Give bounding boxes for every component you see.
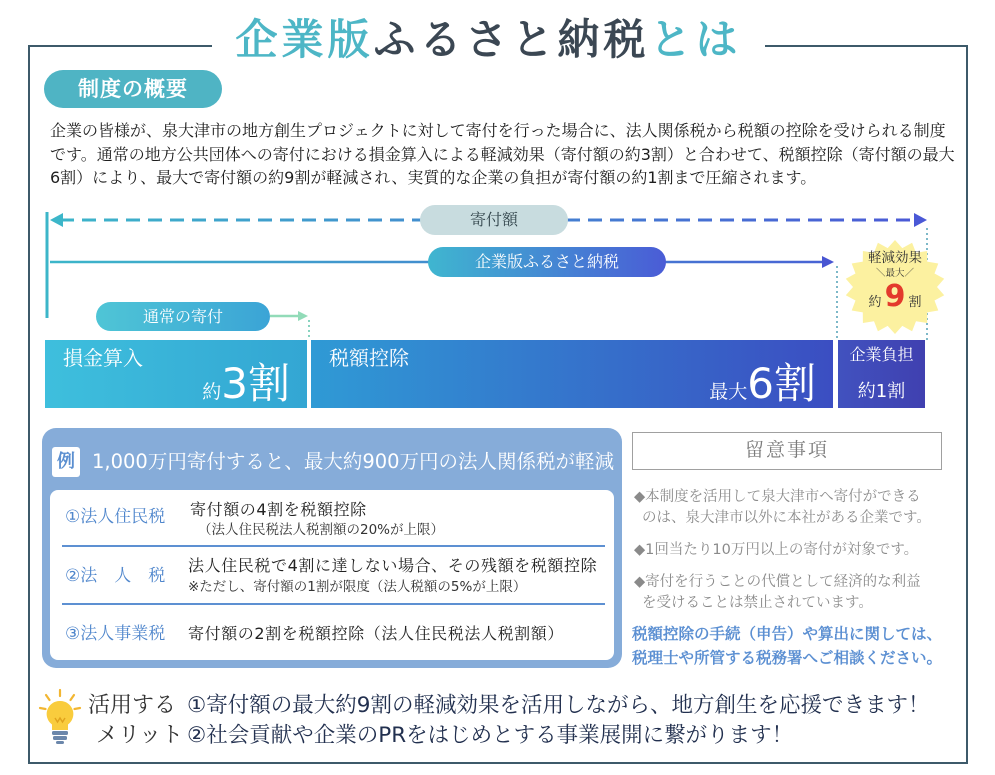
donation-arrow-left-head	[50, 213, 63, 227]
badge-number: 9	[884, 279, 906, 314]
segment-label: 企業負担	[849, 345, 914, 364]
example-tag: 例	[52, 447, 80, 477]
note-item: ◆寄付を行うことの代償として経済的な利益	[634, 574, 921, 590]
note-item-continued: のは、泉大津市以外に本社がある企業です。	[642, 510, 931, 526]
row-divider	[62, 545, 605, 547]
merit-item: ①寄付額の最大約9割の軽減効果を活用しながら、地方創生を応援できます！	[187, 693, 930, 718]
furusato-tax-label: 企業版ふるさと納税	[428, 247, 666, 277]
overview-heading: 制度の概要	[44, 70, 222, 108]
segment-deductible	[45, 340, 307, 408]
example-row-detail: 法人住民税で4割に達しない場合、その残額を税額控除	[188, 556, 598, 575]
segment-value: 約1割	[857, 381, 906, 402]
segment-label: 損金算入	[63, 346, 143, 370]
overview-line: 企業の皆様が、泉大津市の地方創生プロジェクトに対して寄付を行った場合に、法人関係税から税額の控除を受けられる制度	[50, 121, 946, 140]
title-part-3: とは	[649, 15, 742, 64]
example-table	[50, 490, 614, 660]
merit-item: ②社会貢献や企業のPRをはじめとする事業展開に繋がります！	[187, 723, 794, 748]
example-box	[42, 428, 622, 668]
normal-donation-label: 通常の寄付	[96, 302, 270, 331]
segment-value	[202, 359, 290, 408]
overview-line: です。通常の地方公共団体への寄付における損金算入による軽減効果（寄付額の約3割）と合わせて、税額控除（寄付額の最大	[50, 144, 955, 164]
segment-value-number: 6割	[747, 359, 816, 408]
consult-note: 税額控除の手続（申告）や算出に関しては、	[632, 625, 943, 643]
example-row-detail: 寄付額の4割を税額控除	[190, 500, 367, 519]
notes-heading: 留意事項	[632, 432, 942, 470]
example-row-name: ②法 人 税	[65, 566, 166, 586]
badge-max: ＼最大／	[875, 268, 914, 279]
segment-value-number: 3割	[221, 359, 290, 408]
badge-value	[845, 280, 945, 320]
segment-value-prefix: 約	[202, 381, 222, 403]
segment-tax-credit	[311, 340, 833, 408]
badge-title: 軽減効果	[868, 250, 922, 266]
row-divider	[62, 603, 605, 605]
segment-company-burden	[838, 340, 925, 408]
example-row-name: ③法人事業税	[65, 624, 166, 644]
segment-value	[709, 359, 816, 408]
segment-value-prefix: 最大	[709, 381, 748, 403]
example-heading: 1,000万円寄付すると、最大約900万円の法人関係税が軽減	[92, 450, 615, 473]
merit-label-line1: 活用する	[88, 693, 177, 718]
example-row-note: ※ただし、寄付額の1割が限度（法人税額の5%が上限）	[188, 579, 527, 595]
reduction-badge	[845, 240, 945, 336]
example-row-note: （法人住民税法人税割額の20%が上限）	[198, 522, 445, 538]
title-part-2: ふるさと納税	[373, 15, 650, 64]
example-row-name: ①法人住民税	[65, 507, 166, 527]
donation-arrow-right-head	[914, 213, 927, 227]
consult-note: 税理士や所管する税務署へご相談ください。	[632, 649, 943, 667]
note-item: ◆本制度を活用して泉大津市へ寄付ができる	[634, 489, 921, 505]
normal-donation-arrow-head	[298, 311, 308, 321]
donation-amount-label: 寄付額	[420, 205, 568, 235]
segment-label: 税額控除	[329, 346, 409, 370]
note-item-continued: を受けることは禁止されています。	[642, 595, 873, 611]
overview-line: 6割）により、最大で寄付額の約9割が軽減され、実質的な企業の負担が寄付額の約1割まで圧縮されます。	[50, 168, 817, 187]
note-item: ◆1回当たり10万円以上の寄付が対象です。	[634, 542, 919, 558]
badge-prefix: 約	[868, 295, 882, 310]
title-part-1: 企業版	[235, 15, 374, 64]
badge-suffix: 割	[908, 295, 922, 310]
lightbulb-icon	[38, 688, 82, 750]
furusato-arrow-head	[822, 256, 834, 268]
merit-label-line2: メリット	[96, 723, 184, 748]
example-row-detail: 寄付額の2割を税額控除（法人住民税法人税割額）	[188, 624, 564, 643]
